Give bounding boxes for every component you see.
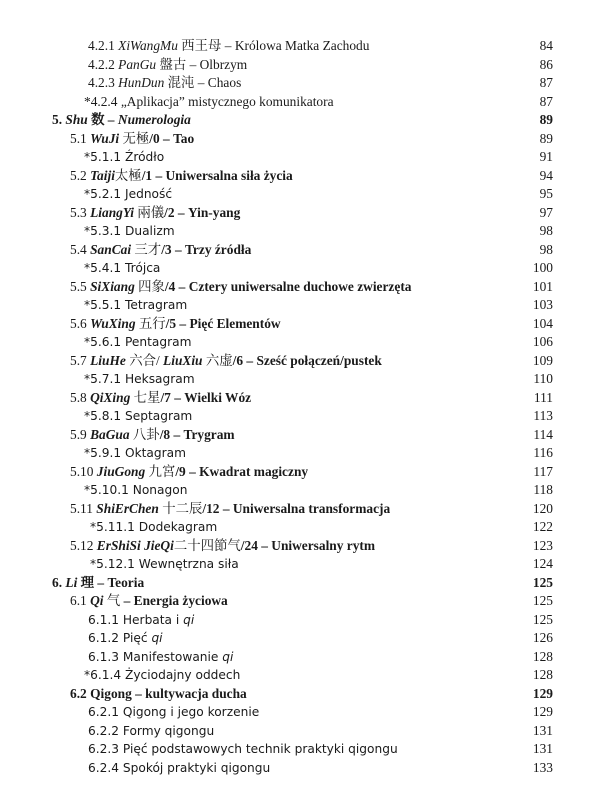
toc-entry[interactable]	[0, 93, 600, 112]
toc-title: 6.1.3 Manifestowanie qi	[88, 649, 234, 664]
toc-page-number: 128	[532, 648, 553, 664]
toc-title: 6.1.2 Pięć qi	[88, 631, 163, 645]
toc-entry[interactable]	[0, 148, 600, 167]
toc-entry[interactable]	[0, 629, 600, 648]
toc-title: *5.1.1 Źródło	[84, 150, 165, 164]
toc-entry[interactable]	[0, 259, 600, 278]
toc-title: 5.4 SanCai 三才/3 – Trzy źródła	[70, 241, 252, 257]
toc-page-number: 113	[533, 408, 553, 423]
toc-entry[interactable]	[0, 592, 600, 611]
toc-entry[interactable]	[0, 389, 600, 408]
toc-page-number: 125	[532, 574, 553, 590]
toc-entry[interactable]	[0, 167, 600, 186]
toc-page-number: 100	[532, 260, 553, 275]
toc-entry[interactable]	[0, 56, 600, 75]
toc-page-number: 120	[532, 500, 553, 516]
toc-title: *5.8.1 Septagram	[84, 409, 193, 423]
toc-page-number: 91	[539, 149, 553, 164]
toc-entry[interactable]	[0, 740, 600, 759]
toc-entry[interactable]	[0, 722, 600, 741]
toc-title: 5.8 QiXing 七星/7 – Wielki Wóz	[70, 389, 252, 405]
toc-entry[interactable]	[0, 759, 600, 778]
toc-entry[interactable]	[0, 537, 600, 556]
toc-page-number: 131	[532, 741, 553, 756]
toc-page-number: 94	[539, 167, 553, 183]
toc-entry[interactable]	[0, 37, 600, 56]
toc-title: 6. Li 理 – Teoria	[52, 574, 145, 590]
toc-entry[interactable]	[0, 666, 600, 685]
toc-entry[interactable]	[0, 703, 600, 722]
toc-page-number: 89	[539, 130, 553, 146]
toc-entry[interactable]	[0, 204, 600, 223]
toc-entry[interactable]	[0, 74, 600, 93]
toc-title: *4.2.4 „Aplikacja” mistycznego komunikatora	[84, 93, 334, 109]
toc-page-number: 117	[533, 463, 553, 479]
toc-page-number: 114	[533, 426, 553, 442]
toc-title: 4.2.3 HunDun 混沌 – Chaos	[88, 75, 242, 90]
toc-title: *6.1.4 Życiodajny oddech	[84, 668, 241, 682]
toc-entry[interactable]	[0, 370, 600, 389]
toc-title: 5. Shu 数 – Numerologia	[52, 112, 191, 127]
toc-title: *5.4.1 Trójca	[84, 261, 161, 275]
toc-entry[interactable]	[0, 685, 600, 704]
toc-title: 5.6 WuXing 五行/5 – Pięć Elementów	[70, 315, 281, 331]
toc-page-number: 106	[532, 334, 553, 349]
toc-page-number: 101	[532, 278, 553, 294]
toc-title: 5.5 SiXiang 四象/4 – Cztery uniwersalne duchowe zwierzęta	[70, 278, 412, 294]
toc-page-number: 98	[539, 223, 553, 238]
toc-title: *5.7.1 Heksagram	[84, 372, 195, 386]
toc-page-number: 123	[532, 537, 553, 553]
toc-title: 6.2.4 Spokój praktyki qigongu	[88, 760, 271, 775]
toc-entry[interactable]	[0, 444, 600, 463]
toc-title: 6.1.1 Herbata i qi	[88, 612, 195, 627]
toc-title: 5.11 ShiErChen 十二辰/12 – Uniwersalna transformacja	[70, 500, 391, 516]
toc-page-number: 125	[532, 593, 553, 608]
toc-title: 5.7 LiuHe 六合/ LiuXiu 六虚/6 – Sześć połączeń/pustek	[70, 352, 382, 368]
toc-title: 4.2.1 XiWangMu 西王母 – Królowa Matka Zachodu	[88, 38, 370, 53]
toc-entry[interactable]	[0, 352, 600, 371]
toc-title: *5.3.1 Dualizm	[84, 224, 175, 238]
toc-page-number: 126	[532, 630, 553, 645]
toc-page-number: 131	[532, 722, 553, 738]
toc-page-number: 125	[532, 611, 553, 627]
toc-title: *5.10.1 Nonagon	[84, 483, 188, 497]
toc-entry[interactable]	[0, 648, 600, 667]
toc-title: 5.1 WuJi 无極/0 – Tao	[70, 130, 195, 146]
toc-page-number: 87	[539, 93, 553, 109]
toc-entry[interactable]	[0, 463, 600, 482]
toc-entry[interactable]	[0, 611, 600, 630]
toc-entry[interactable]	[0, 241, 600, 260]
toc-entry[interactable]	[0, 333, 600, 352]
toc-title: 5.3 LiangYi 兩儀/2 – Yin-yang	[70, 204, 241, 220]
toc-page-number: 133	[532, 759, 553, 775]
toc-title: *5.9.1 Oktagram	[84, 446, 186, 460]
toc-page-number: 103	[532, 297, 553, 312]
table-of-contents	[0, 37, 600, 777]
toc-page-number: 116	[533, 445, 553, 460]
toc-entry[interactable]	[0, 407, 600, 426]
toc-entry[interactable]	[0, 130, 600, 149]
toc-entry[interactable]	[0, 426, 600, 445]
toc-title: *5.12.1 Wewnętrzna siła	[90, 557, 239, 571]
toc-entry[interactable]	[0, 222, 600, 241]
toc-title: 6.2.1 Qigong i jego korzenie	[88, 705, 260, 719]
toc-page-number: 87	[539, 75, 553, 90]
toc-entry[interactable]	[0, 555, 600, 574]
toc-entry[interactable]	[0, 481, 600, 500]
toc-entry[interactable]	[0, 518, 600, 537]
toc-title: 4.2.2 PanGu 盤古 – Olbrzym	[88, 56, 248, 72]
toc-title: *5.2.1 Jedność	[84, 187, 173, 201]
toc-title: 6.2 Qigong – kultywacja ducha	[70, 685, 247, 701]
toc-page-number: 89	[539, 112, 553, 127]
toc-title: 6.1 Qi 气 – Energia życiowa	[70, 593, 228, 608]
toc-page-number: 122	[532, 519, 553, 534]
toc-page-number: 97	[539, 204, 553, 220]
toc-title: 6.2.3 Pięć podstawowych technik praktyki qigongu	[88, 742, 398, 756]
toc-page-number: 95	[539, 186, 553, 201]
toc-entry[interactable]	[0, 296, 600, 315]
toc-title: *5.11.1 Dodekagram	[90, 520, 218, 534]
toc-title: 6.2.2 Formy qigongu	[88, 723, 215, 738]
toc-page-number: 84	[539, 38, 553, 53]
toc-entry[interactable]	[0, 185, 600, 204]
toc-page-number: 109	[532, 352, 553, 368]
toc-title: 5.12 ErShiSi JieQi二十四節气/24 – Uniwersalny rytm	[70, 537, 376, 553]
toc-chapter[interactable]	[0, 574, 600, 593]
toc-entry[interactable]	[0, 278, 600, 297]
toc-title: 5.2 Taiji太極/1 – Uniwersalna siła życia	[70, 167, 293, 183]
toc-page-number: 124	[532, 556, 553, 571]
toc-page-number: 110	[533, 371, 553, 386]
toc-title: 5.10 JiuGong 九宮/9 – Kwadrat magiczny	[70, 463, 309, 479]
toc-page-number: 104	[532, 315, 553, 331]
toc-title: *5.5.1 Tetragram	[84, 298, 188, 312]
toc-page-number: 86	[539, 56, 553, 72]
toc-page-number: 128	[532, 667, 553, 682]
toc-title: 5.9 BaGua 八卦/8 – Trygram	[70, 426, 235, 442]
toc-chapter[interactable]	[0, 111, 600, 130]
toc-page-number: 118	[533, 482, 553, 497]
toc-entry[interactable]	[0, 315, 600, 334]
toc-page-number: 129	[532, 704, 553, 719]
toc-page-number: 129	[532, 685, 553, 701]
toc-entry[interactable]	[0, 500, 600, 519]
toc-title: *5.6.1 Pentagram	[84, 335, 192, 349]
toc-page-number: 98	[539, 241, 553, 257]
toc-page-number: 111	[533, 389, 553, 405]
